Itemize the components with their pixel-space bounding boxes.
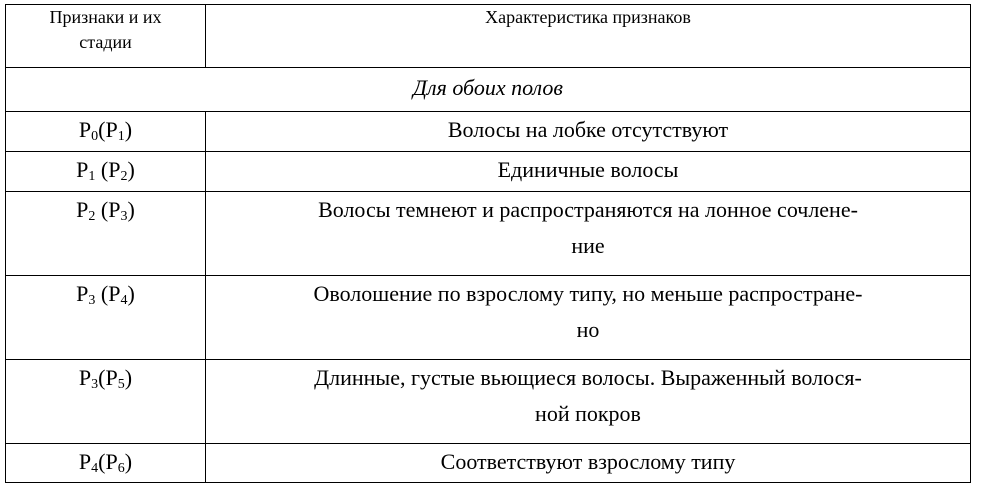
stage-cell: $P_2$ $(P_3)$: [6, 192, 206, 276]
stage-a-letter: P: [76, 281, 89, 306]
header-stages: [6, 5, 206, 68]
header-stages-line2: стадии: [79, 32, 132, 52]
stage-cell: $P_3$ $(P_4)$: [6, 276, 206, 360]
description-line1: Соответствуют взрослому типу: [440, 449, 736, 474]
description-cell: [206, 276, 971, 360]
header-stages-line1: Признаки и их: [49, 7, 162, 27]
description-line1: Оволошение по взрослому типу, но меньше распростране-: [313, 281, 863, 306]
stage-a-letter: P: [78, 449, 92, 474]
stage-b-letter: P: [105, 365, 118, 390]
stage-a-index: 4: [91, 461, 99, 476]
table-row: [6, 112, 971, 152]
stage-sep: [95, 281, 101, 306]
stage-cell: $P_3(P_5)$: [6, 360, 206, 444]
stage-b-index: 3: [120, 209, 128, 224]
stage-b-index: 5: [117, 377, 125, 392]
stage-b-index: 1: [117, 129, 125, 144]
stage-b-letter: P: [105, 117, 118, 142]
stage-a-index: 2: [88, 209, 96, 224]
stage-sep: [95, 157, 101, 182]
stage-sep: [95, 197, 101, 222]
description-cell: [206, 112, 971, 152]
header-characteristics: [206, 5, 971, 68]
description-line2: но: [576, 317, 600, 342]
table-row: [6, 152, 971, 192]
stage-b-letter: P: [108, 157, 121, 182]
stage-a-index: 1: [88, 169, 96, 184]
description-cell: [206, 192, 971, 276]
table-row: [6, 276, 971, 360]
table-row: [6, 360, 971, 444]
stage-b-letter: P: [108, 281, 121, 306]
table-header-row: [6, 5, 971, 68]
stage-b-letter: P: [108, 197, 121, 222]
table-row: [6, 444, 971, 483]
section-row: [6, 68, 971, 112]
description-line1: Единичные волосы: [497, 157, 679, 182]
description-cell: [206, 152, 971, 192]
stage-cell: $P_0(P_1)$: [6, 112, 206, 152]
section-title: Для обоих полов: [6, 68, 971, 112]
stage-b-letter: P: [105, 449, 118, 474]
table-row: [6, 192, 971, 276]
stage-a-letter: P: [76, 157, 89, 182]
description-line1: Волосы на лобке отсутствуют: [447, 117, 729, 142]
stage-a-letter: P: [78, 117, 92, 142]
description-line2: ной покров: [535, 401, 641, 426]
stage-b-index: 6: [117, 461, 125, 476]
puberty-stages-table: [5, 4, 971, 483]
stage-b-index: 4: [120, 293, 128, 308]
description-line1: Длинные, густые вьющиеся волосы. Выраженный волося-: [314, 365, 862, 390]
header-characteristics-text: Характеристика признаков: [485, 7, 691, 27]
stage-a-index: 3: [88, 293, 96, 308]
description-line2: ние: [571, 233, 605, 258]
stage-cell: $P_4(P_6)$: [6, 444, 206, 483]
stage-b-index: 2: [120, 169, 128, 184]
stage-a-letter: P: [76, 197, 89, 222]
description-cell: [206, 444, 971, 483]
description-cell: [206, 360, 971, 444]
stage-cell: $P_1$ $(P_2)$: [6, 152, 206, 192]
stage-a-letter: P: [78, 365, 92, 390]
stage-a-index: 0: [91, 129, 99, 144]
stage-a-index: 3: [91, 377, 99, 392]
description-line1: Волосы темнеют и распространяются на лонное сочлене-: [318, 197, 858, 222]
